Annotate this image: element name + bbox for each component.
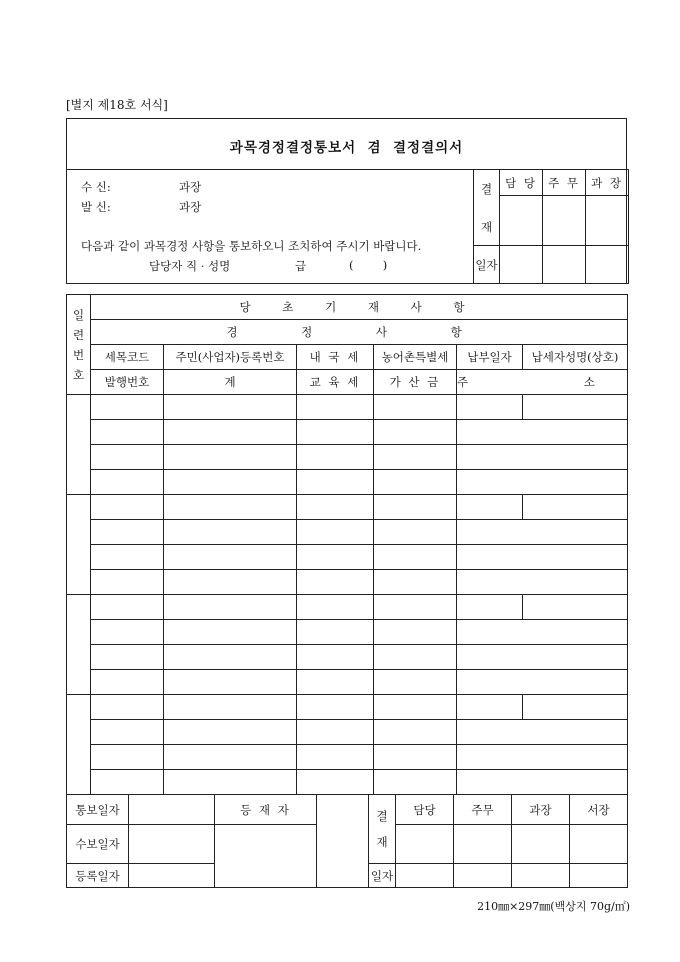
- entry-cell[interactable]: [164, 645, 297, 670]
- entry-row: [67, 770, 628, 795]
- footer-date-chief[interactable]: [454, 864, 512, 888]
- col-tax-code: 세목코드: [91, 345, 164, 370]
- entry-cell[interactable]: [164, 620, 297, 645]
- entry-row: [67, 520, 628, 545]
- grade-label: 급: [295, 259, 307, 273]
- entry-cell[interactable]: [297, 620, 374, 645]
- entry-cell[interactable]: [523, 595, 628, 620]
- form-title: 과목경정결정통보서 겸 결정결의서: [229, 140, 464, 156]
- entry-row: [67, 420, 628, 445]
- col-education-tax: 교 육 세: [297, 370, 374, 395]
- approval-sign-manager[interactable]: [586, 196, 629, 246]
- approval-sign-staff[interactable]: [500, 196, 543, 246]
- entry-cell[interactable]: [374, 720, 457, 745]
- entry-cell[interactable]: [297, 495, 374, 520]
- footer-sign-director[interactable]: [570, 825, 628, 864]
- entry-cell[interactable]: [457, 695, 523, 720]
- entry-cell[interactable]: [91, 670, 164, 695]
- entry-cell[interactable]: [91, 420, 164, 445]
- footer-table: [66, 794, 628, 888]
- approval-date-label: 일자: [474, 246, 500, 284]
- entry-cell[interactable]: [457, 395, 523, 420]
- approval-col-chief: 주 무: [543, 170, 586, 196]
- entry-row: [67, 570, 628, 595]
- entry-cell[interactable]: [164, 720, 297, 745]
- entry-row: [67, 445, 628, 470]
- col-total: 계: [164, 370, 297, 395]
- entry-cell[interactable]: [523, 695, 628, 720]
- entry-cell[interactable]: [374, 495, 457, 520]
- entry-cell[interactable]: [297, 545, 374, 570]
- registrant-value[interactable]: [215, 825, 317, 888]
- entry-cell[interactable]: [91, 395, 164, 420]
- footer-col-director: 서장: [570, 795, 628, 825]
- entry-cell[interactable]: [164, 670, 297, 695]
- entry-cell[interactable]: [457, 545, 628, 570]
- col-address: 주 소: [457, 370, 628, 395]
- approval-sign-chief[interactable]: [543, 196, 586, 246]
- entry-cell[interactable]: [523, 495, 628, 520]
- entry-cell[interactable]: [297, 695, 374, 720]
- entry-cell[interactable]: [164, 520, 297, 545]
- footer-col-chief: 주무: [454, 795, 512, 825]
- footer-blank: [317, 795, 369, 888]
- entry-cell[interactable]: [91, 695, 164, 720]
- entry-row: [67, 620, 628, 645]
- entry-row: [67, 745, 628, 770]
- entry-cell[interactable]: [457, 620, 628, 645]
- serial-cell[interactable]: [67, 695, 91, 795]
- entry-cell[interactable]: [91, 570, 164, 595]
- notice-text: 다음과 같이 과목경정 사항을 통보하오니 조치하여 주시기 바랍니다.: [81, 239, 422, 253]
- entry-cell[interactable]: [297, 470, 374, 495]
- register-date-value[interactable]: [129, 864, 215, 888]
- entry-row: [67, 470, 628, 495]
- entry-cell[interactable]: [457, 420, 628, 445]
- entry-cell[interactable]: [374, 420, 457, 445]
- header-approval-table: [473, 169, 629, 284]
- footer-sign-chief[interactable]: [454, 825, 512, 864]
- entry-cell[interactable]: [523, 395, 628, 420]
- serial-cell[interactable]: [67, 395, 91, 495]
- entry-cell[interactable]: [164, 470, 297, 495]
- correction-header: 경 정 사 항: [91, 320, 628, 345]
- footer-date-staff[interactable]: [396, 864, 454, 888]
- col-domestic-tax: 내 국 세: [297, 345, 374, 370]
- entry-row: [67, 720, 628, 745]
- entry-row: [67, 495, 628, 520]
- main-table: [66, 294, 651, 795]
- approval-label: 결 재: [474, 170, 500, 246]
- entry-cell[interactable]: [297, 595, 374, 620]
- entry-row: [67, 395, 628, 420]
- entry-cell[interactable]: [297, 395, 374, 420]
- entry-cell[interactable]: [374, 620, 457, 645]
- col-taxpayer-name: 납세자성명(상호): [523, 345, 628, 370]
- entry-cell[interactable]: [374, 545, 457, 570]
- entry-cell[interactable]: [164, 395, 297, 420]
- entry-cell[interactable]: [91, 770, 164, 795]
- col-issue-number: 발행번호: [91, 370, 164, 395]
- entry-cell[interactable]: [164, 545, 297, 570]
- registrant-label: 등 재 자: [215, 795, 317, 825]
- entry-cell[interactable]: [297, 570, 374, 595]
- entry-cell[interactable]: [91, 720, 164, 745]
- entry-cell[interactable]: [91, 595, 164, 620]
- col-registration-number: 주민(사업자)등록번호: [164, 345, 297, 370]
- entry-cell[interactable]: [164, 495, 297, 520]
- entry-cell[interactable]: [164, 420, 297, 445]
- entry-cell[interactable]: [164, 770, 297, 795]
- entry-cell[interactable]: [374, 445, 457, 470]
- entry-cell[interactable]: [164, 745, 297, 770]
- entry-cell[interactable]: [374, 520, 457, 545]
- col-penalty: 가 산 금: [374, 370, 457, 395]
- notify-date-label: 통보일자: [67, 795, 129, 825]
- approval-col-manager: 과 장: [586, 170, 629, 196]
- entry-cell[interactable]: [164, 695, 297, 720]
- entry-cell[interactable]: [374, 770, 457, 795]
- entry-row: [67, 670, 628, 695]
- entry-cell[interactable]: [374, 470, 457, 495]
- entry-cell[interactable]: [374, 695, 457, 720]
- officer-paren: ( ): [349, 258, 388, 272]
- entry-row: [67, 695, 628, 720]
- footer-date-label: 일자: [369, 864, 396, 888]
- entry-cell[interactable]: [91, 445, 164, 470]
- entry-cell[interactable]: [297, 670, 374, 695]
- entry-cell[interactable]: [374, 745, 457, 770]
- entry-cell[interactable]: [457, 595, 523, 620]
- entry-cell[interactable]: [164, 445, 297, 470]
- notify-date-value[interactable]: [129, 795, 215, 825]
- entry-row: [67, 645, 628, 670]
- entry-cell[interactable]: [91, 745, 164, 770]
- recipient-label: 수 신:: [81, 180, 111, 194]
- entry-row: [67, 545, 628, 570]
- entry-cell[interactable]: [457, 520, 628, 545]
- entry-cell[interactable]: [91, 645, 164, 670]
- original-entry-header: 당 초 기 재 사 항: [91, 295, 628, 320]
- entry-cell[interactable]: [91, 620, 164, 645]
- entry-cell[interactable]: [91, 520, 164, 545]
- entry-cell[interactable]: [91, 470, 164, 495]
- footer-approval-label: 결 재: [369, 795, 396, 864]
- entry-cell[interactable]: [457, 495, 523, 520]
- entry-cell[interactable]: [297, 520, 374, 545]
- sender-value: 과장: [179, 200, 202, 214]
- officer-label: 담당자 직 · 성명: [149, 259, 231, 273]
- approval-date-chief[interactable]: [543, 246, 586, 284]
- footer-date-manager[interactable]: [512, 864, 570, 888]
- entry-cell[interactable]: [297, 420, 374, 445]
- receive-date-label: 수보일자: [67, 825, 129, 864]
- footer-date-director[interactable]: [570, 864, 628, 888]
- entry-cell[interactable]: [457, 470, 628, 495]
- entry-cell[interactable]: [297, 720, 374, 745]
- entry-cell[interactable]: [457, 745, 628, 770]
- entry-cell[interactable]: [91, 495, 164, 520]
- entry-cell[interactable]: [297, 645, 374, 670]
- footer-col-staff: 담당: [396, 795, 454, 825]
- entry-cell[interactable]: [374, 595, 457, 620]
- entry-cell[interactable]: [91, 545, 164, 570]
- header-block: [66, 118, 627, 284]
- entry-cell[interactable]: [457, 645, 628, 670]
- footer-sign-staff[interactable]: [396, 825, 454, 864]
- col-payment-date: 납부일자: [457, 345, 523, 370]
- approval-date-manager[interactable]: [586, 246, 629, 284]
- serial-cell[interactable]: [67, 495, 91, 595]
- entry-cell[interactable]: [374, 645, 457, 670]
- entry-cell[interactable]: [297, 445, 374, 470]
- col-rural-special-tax: 농어촌특별세: [374, 345, 457, 370]
- entry-cell[interactable]: [457, 770, 628, 795]
- recipient-value: 과장: [179, 180, 202, 194]
- form-label: [별지 제18호 서식]: [66, 98, 168, 112]
- approval-date-staff[interactable]: [500, 246, 543, 284]
- entry-cell[interactable]: [297, 770, 374, 795]
- entry-cell[interactable]: [457, 570, 628, 595]
- footer-sign-manager[interactable]: [512, 825, 570, 864]
- entry-cell[interactable]: [164, 595, 297, 620]
- serial-cell[interactable]: [67, 595, 91, 695]
- entry-cell[interactable]: [457, 445, 628, 470]
- entry-row: [67, 595, 628, 620]
- approval-col-staff: 담 당: [500, 170, 543, 196]
- receive-date-value[interactable]: [129, 825, 215, 864]
- footer-col-manager: 과장: [512, 795, 570, 825]
- paper-spec: 210㎜×297㎜(백상지 70g/㎡): [477, 900, 630, 913]
- entry-cell[interactable]: [164, 570, 297, 595]
- entry-cell[interactable]: [374, 395, 457, 420]
- entry-cell[interactable]: [297, 745, 374, 770]
- register-date-label: 등록일자: [67, 864, 129, 888]
- entry-cell[interactable]: [374, 670, 457, 695]
- serial-number-header: 일련번호: [67, 295, 91, 395]
- entry-cell[interactable]: [457, 670, 628, 695]
- entry-cell[interactable]: [374, 570, 457, 595]
- entry-cell[interactable]: [457, 720, 628, 745]
- sender-label: 발 신:: [81, 200, 111, 214]
